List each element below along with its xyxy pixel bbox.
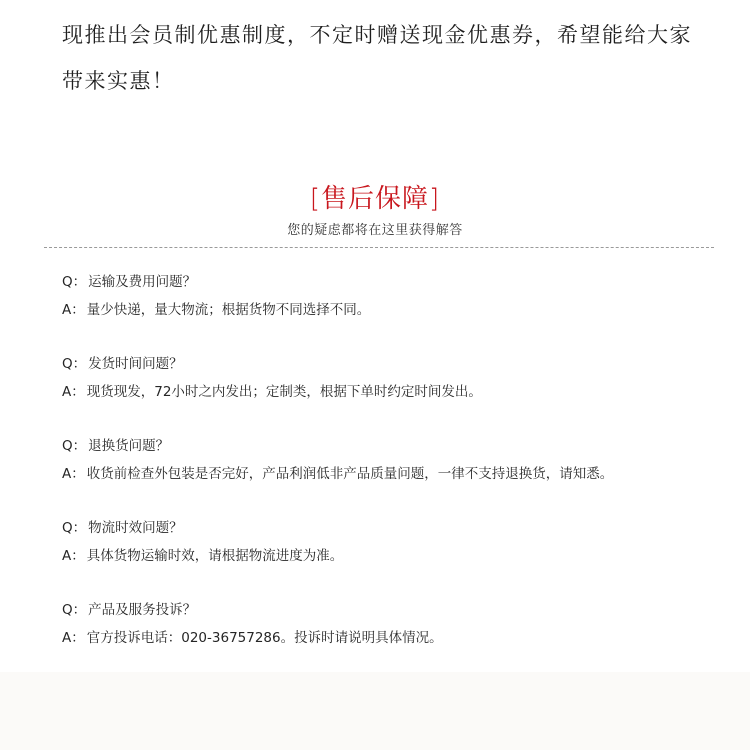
title-bracket-close: ] xyxy=(429,184,441,214)
answer-text: 现货现发，72小时之内发出；定制类，根据下单时约定时间发出。 xyxy=(86,384,482,400)
answer-text: 官方投诉电话：020-36757286。投诉时请说明具体情况。 xyxy=(86,630,443,646)
after-sales-subtitle: 您的疑虑都将在这里获得解答 xyxy=(287,223,463,238)
faq-question xyxy=(62,268,722,296)
title-bracket-open: [ xyxy=(309,184,321,214)
faq-question xyxy=(62,432,722,460)
question-text: 运输及费用问题？ xyxy=(88,274,197,290)
intro-line-1: 现推出会员制优惠制度，不定时赠送现金优惠券，希望能给大家 xyxy=(62,23,692,47)
answer-prefix: A： xyxy=(62,466,85,482)
faq-answer xyxy=(62,542,722,570)
faq-question xyxy=(62,596,722,624)
faq-item-complaints xyxy=(62,596,722,678)
faq-item-shipping xyxy=(62,268,722,350)
answer-prefix: A： xyxy=(62,630,85,646)
faq-question xyxy=(62,514,722,542)
intro-paragraph xyxy=(62,12,722,104)
answer-prefix: A： xyxy=(62,548,85,564)
question-text: 发货时间问题？ xyxy=(88,356,183,372)
faq-answer xyxy=(62,378,722,406)
answer-prefix: A： xyxy=(62,302,85,318)
faq-item-returns xyxy=(62,432,722,514)
question-text: 物流时效问题？ xyxy=(88,520,183,536)
intro-line-2: 带来实惠！ xyxy=(62,69,175,93)
question-text: 退换货问题？ xyxy=(88,438,170,454)
question-text: 产品及服务投诉？ xyxy=(88,602,197,618)
answer-prefix: A： xyxy=(62,384,85,400)
question-prefix: Q： xyxy=(62,438,87,454)
dashed-divider xyxy=(44,247,714,248)
title-text: 售后保障 xyxy=(320,184,429,214)
question-prefix: Q： xyxy=(62,356,87,372)
answer-text: 具体货物运输时效，请根据物流进度为准。 xyxy=(86,548,344,564)
faq-answer xyxy=(62,296,722,324)
answer-text: 量少快递，量大物流；根据货物不同选择不同。 xyxy=(86,302,371,318)
after-sales-title xyxy=(0,181,750,217)
faq-answer xyxy=(62,624,722,652)
question-prefix: Q： xyxy=(62,274,87,290)
bottom-band xyxy=(0,672,750,750)
faq-item-delivery-time xyxy=(62,350,722,432)
question-prefix: Q： xyxy=(62,602,87,618)
faq-question xyxy=(62,350,722,378)
answer-text: 收货前检查外包装是否完好，产品利润低非产品质量问题，一律不支持退换货，请知悉。 xyxy=(86,466,614,482)
faq-list xyxy=(62,268,722,678)
faq-answer xyxy=(62,460,722,488)
faq-item-logistics xyxy=(62,514,722,596)
question-prefix: Q： xyxy=(62,520,87,536)
